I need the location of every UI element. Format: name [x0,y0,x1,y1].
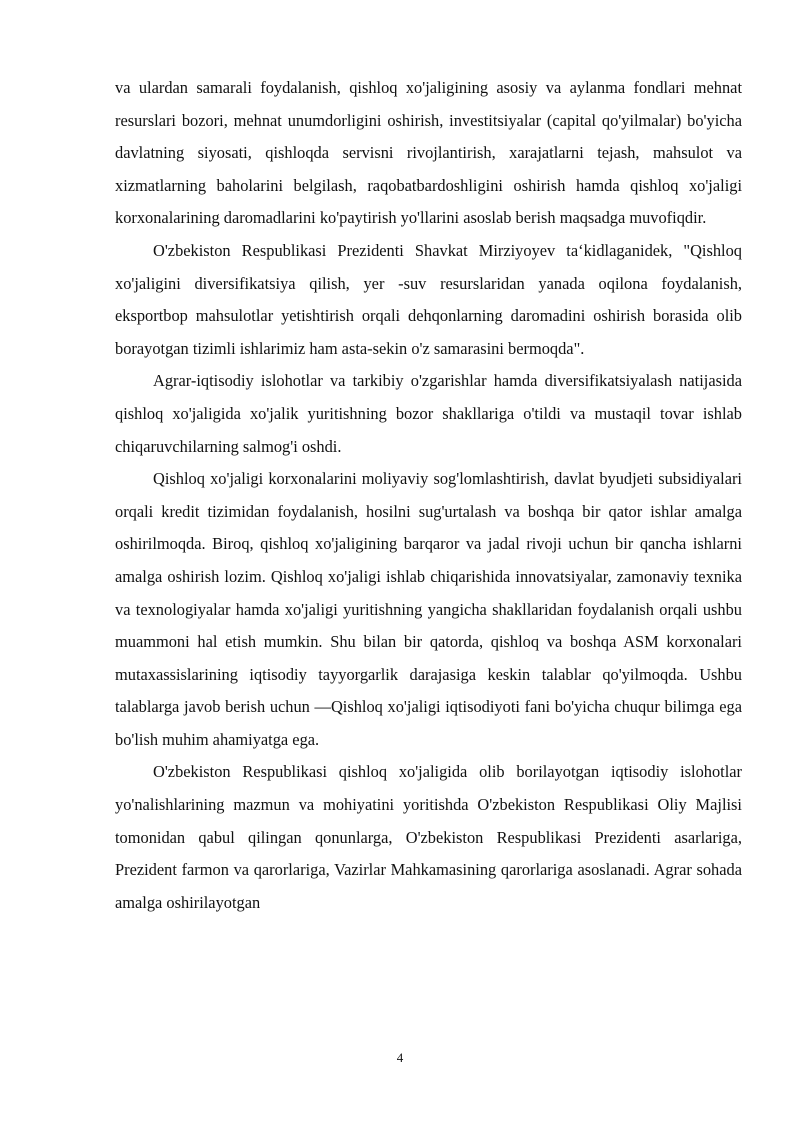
paragraph-financial-recovery: Qishloq xo'jaligi korxonalarini moliyaviy sog'lomlashtirish, davlat byudjeti subsidiyalari orqali kredit tizimidan foydalanish, hosilni sug'urtalash va boshqa bir qator ishlar amalga oshirilmoqda. Biroq, qishloq xo'jaligining barqaror va jadal rivoji uchun bir qancha ishlarni amalga oshirish lozim. Qishloq xo'jaligi ishlab chiqarishida innovatsiyalar, zamonaviy texnika va texnologiyalar hamda xo'jaligi yuritishning yangicha shakllaridan foydalanish orqali ushbu muammoni hal etish mumkin. Shu bilan bir qatorda, qishloq va boshqa ASM korxonalari mutaxassislarining iqtisodiy tayyorgarlik darajasiga keskin talablar qo'yilmoqda. Ushbu talablarga javob berish uchun ―Qishloq xo'jaligi iqtisodiyoti fani bo'yicha chuqur bilimga ega bo'lish muhim ahamiyatga ega. [115,469,742,749]
paragraph-economic-reforms: O'zbekiston Respublikasi qishloq xo'jaligida olib borilayotgan iqtisodiy islohotlar yo'nalishlarining mazmun va mohiyatini yoritishda O'zbekiston Respublikasi Oliy Majlisi tomonidan qabul qilingan qonunlarga, O'zbekiston Respublikasi Prezidenti asarlariga, Prezident farmon va qarorlariga, Vazirlar Mahkamasining qarorlariga asoslanadi. Agrar sohada amalga oshirilayotgan [115,762,742,912]
paragraph-president-quote: O'zbekiston Respublikasi Prezidenti Shavkat Mirziyoyev ta‘kidlaganidek, "Qishloq xo'jaligini diversifikatsiya qilish, yer -suv resurslaridan yanada oqilona foydalanish, eksportbop mahsulotlar yetishtirish orqali dehqonlarning daromadini oshirish borasida olib borayotgan tizimli ishlarimiz ham asta-sekin o'z samarasini bermoqda". [115,240,742,358]
paragraph-continuation: va ulardan samarali foydalanish, qishloq xo'jaligining asosiy va aylanma fondlari mehnat resurslari bozori, mehnat unumdorligini oshirish, investitsiyalar (capital qo'yilmalar) bo'yicha davlatning siyosati, qishloqda servisni rivojlantirish, xarajatlarni tejash, mahsulot va xizmatlarning baholarini belgilash, raqobatbardoshligini oshirish hamda qishloq xo'jaligi korxonalarining daromadlarini ko'paytirish yo'llarini asoslab berish maqsadga muvofiqdir. [115,78,742,228]
document-body [115,72,742,919]
paragraph-agrarian-reforms: Agrar-iqtisodiy islohotlar va tarkibiy o'zgarishlar hamda diversifikatsiyalash natijasida qishloq xo'jaligida xo'jalik yuritishning bozor shakllariga o'tildi va mustaqil tovar ishlab chiqaruvchilarning salmog'i oshdi. [115,371,742,456]
page-number: 4 [396,1050,404,1065]
